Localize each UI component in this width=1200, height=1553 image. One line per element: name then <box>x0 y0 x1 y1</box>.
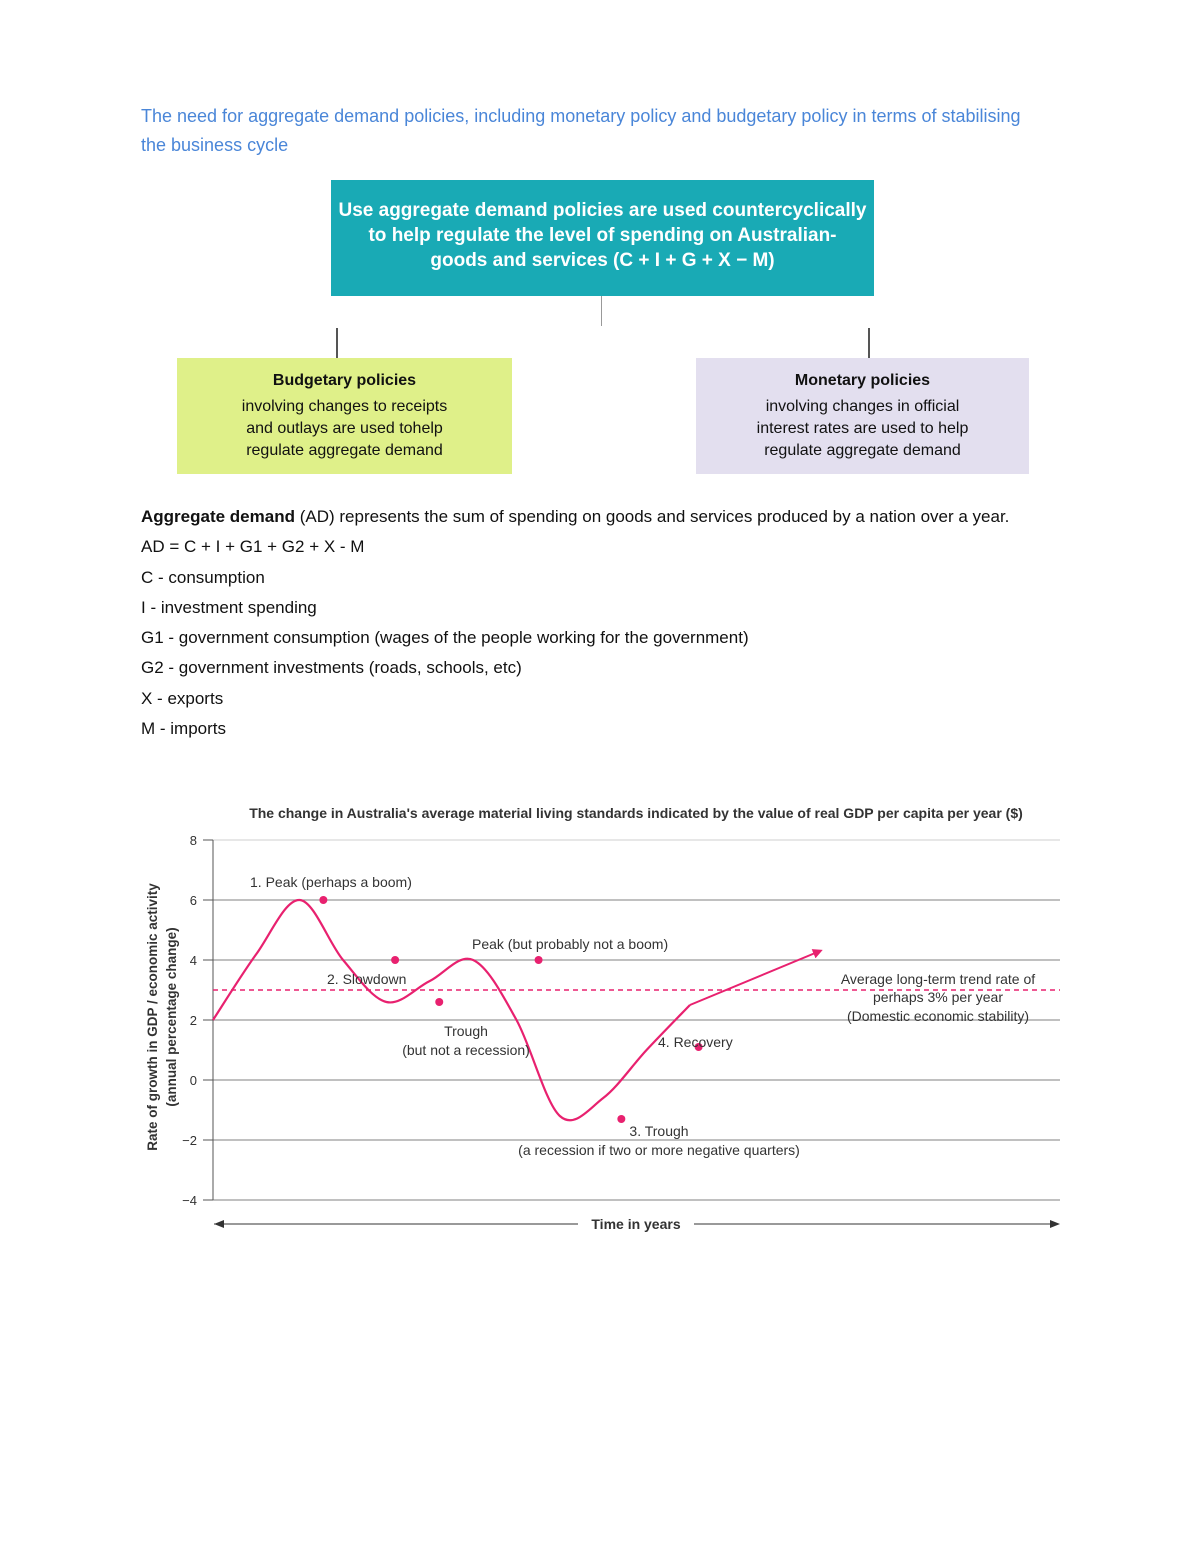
component-g1: G1 - government consumption (wages of the people working for the government) <box>141 628 749 648</box>
definition-rest: (AD) represents the sum of spending on goods and services produced by a nation over a year. <box>294 507 1010 526</box>
monetary-line-1: involving changes in official <box>765 398 960 415</box>
y-tick-label: −2 <box>182 1133 197 1148</box>
annotation-peak-2: Peak (but probably not a boom) <box>472 936 669 952</box>
top-box-line-2: to help regulate the level of spending on Australian- <box>368 225 837 246</box>
connector-right <box>868 328 870 358</box>
x-axis-label: Time in years <box>591 1216 681 1232</box>
x-axis-arrowhead-right <box>1050 1220 1060 1228</box>
annotation-trend-a: Average long-term trend rate of <box>840 971 1036 987</box>
y-tick-labels <box>182 833 197 1208</box>
monetary-line-2: interest rates are used to help <box>756 420 969 437</box>
y-tick-label: 4 <box>189 953 197 968</box>
aggregate-demand-policies-box <box>331 180 874 296</box>
definition-term: Aggregate demand <box>141 507 295 526</box>
annotation-peak-1: 1. Peak (perhaps a boom) <box>250 874 412 890</box>
chart-title: The change in Australia's average material living standards indicated by the value of real GDP per capita per year ($) <box>249 805 1023 821</box>
formula: AD = C + I + G1 + G2 + X - M <box>141 537 365 557</box>
budgetary-policies-box <box>177 358 512 474</box>
connector-left <box>336 328 338 358</box>
annotation-slowdown: 2. Slowdown <box>327 971 407 987</box>
y-tick-label: 8 <box>189 833 197 848</box>
budgetary-line-1: involving changes to receipts <box>241 398 448 415</box>
cycle-marker <box>535 956 543 964</box>
component-c: C - consumption <box>141 567 265 587</box>
business-cycle-series-line <box>213 900 690 1120</box>
annotation-trend-b: perhaps 3% per year <box>873 989 1003 1005</box>
component-m: M - imports <box>141 719 226 739</box>
top-box-line-3: goods and services (C + I + G + X − M) <box>430 250 775 271</box>
business-cycle-chart <box>0 790 1200 1250</box>
monetary-policies-box <box>696 358 1029 474</box>
component-g2: G2 - government investments (roads, schools, etc) <box>141 658 522 678</box>
cycle-marker <box>435 998 443 1006</box>
definition-paragraph <box>141 502 1061 532</box>
annotation-trough-1b: (but not a recession) <box>402 1042 530 1058</box>
top-box-line-1: Use aggregate demand policies are used countercyclically <box>338 200 867 221</box>
budgetary-title: Budgetary policies <box>272 372 417 389</box>
cycle-marker <box>319 896 327 904</box>
annotation-trough-2a: 3. Trough <box>629 1123 689 1139</box>
component-x: X - exports <box>141 688 224 708</box>
page-heading: The need for aggregate demand policies, including monetary policy and budgetary policy in terms of stabilising the business cycle <box>141 106 1021 155</box>
definition-section <box>141 502 1061 744</box>
budgetary-line-3: regulate aggregate demand <box>246 442 443 459</box>
connector-center <box>601 296 602 326</box>
trend-arrow <box>690 951 820 1005</box>
monetary-line-3: regulate aggregate demand <box>764 442 961 459</box>
x-axis-arrowhead-left <box>214 1220 224 1228</box>
cycle-marker <box>391 956 399 964</box>
cycle-marker <box>617 1115 625 1123</box>
monetary-title: Monetary policies <box>794 372 931 389</box>
y-tick-label: −4 <box>182 1193 197 1208</box>
component-i: I - investment spending <box>141 597 317 617</box>
y-axis-label: Rate of growth in GDP / economic activity <box>145 883 160 1151</box>
annotation-trough-1a: Trough <box>444 1023 488 1039</box>
y-axis-label-2: (annual percentage change) <box>164 927 179 1107</box>
budgetary-line-2: and outlays are used tohelp <box>246 420 443 437</box>
y-tick-label: 0 <box>189 1073 197 1088</box>
y-tick-label: 6 <box>189 893 197 908</box>
y-tick-label: 2 <box>189 1013 197 1028</box>
annotation-trough-2b: (a recession if two or more negative quarters) <box>518 1142 800 1158</box>
annotation-trend-c: (Domestic economic stability) <box>846 1008 1030 1024</box>
annotation-recovery: 4. Recovery <box>658 1034 733 1050</box>
